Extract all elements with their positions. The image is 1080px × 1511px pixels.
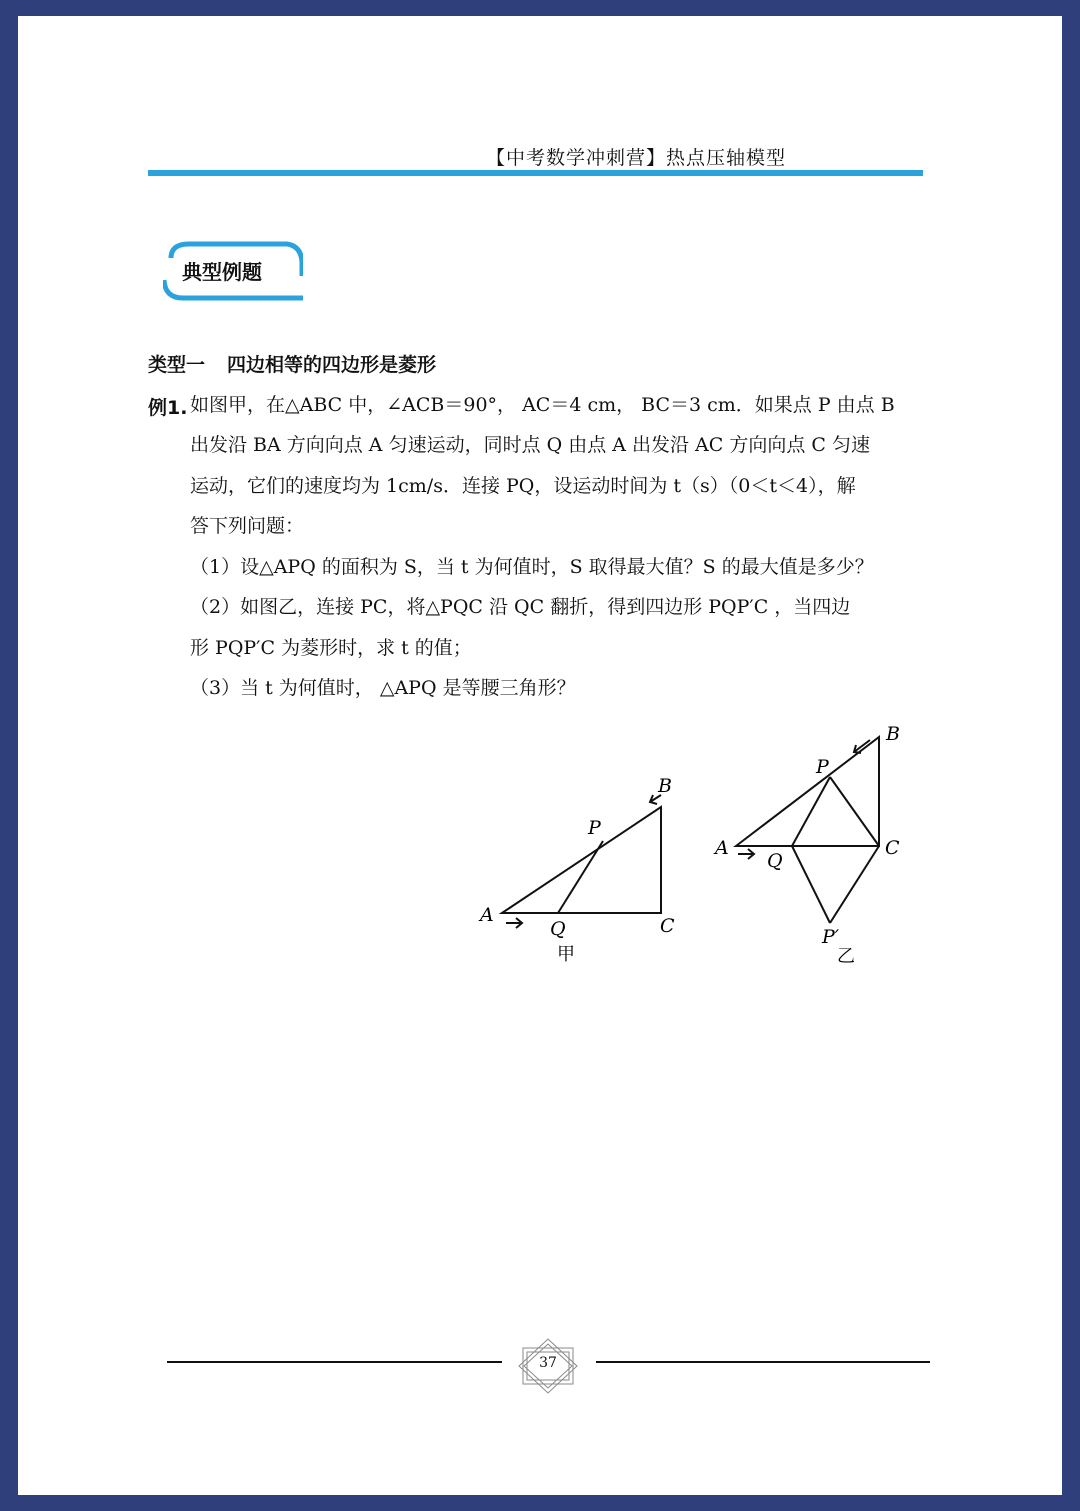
example-line-3: 运动，它们的速度均为 1cm/s．连接 PQ，设运动时间为 t（s）（0＜t＜4），解	[190, 475, 856, 497]
jia-label-a: A	[480, 904, 494, 926]
geometry-figures	[470, 720, 920, 980]
triangle-abc	[502, 807, 661, 913]
question-2: （2）如图乙，连接 PC，将△PQC 沿 QC 翻折，得到四边形 PQP′C ，当四边	[190, 596, 851, 618]
yi-caption: 乙	[837, 946, 855, 967]
footer-line-left	[167, 1361, 502, 1363]
yi-label-a: A	[715, 837, 729, 859]
section-title	[148, 350, 436, 377]
example-label: 例1.	[148, 397, 188, 419]
yi-label-b: B	[886, 723, 900, 745]
jia-label-b: B	[658, 775, 672, 797]
example-line-1: 如图甲，在△ABC 中，∠ACB＝90°， AC＝4 cm， BC＝3 cm．如果点 P 由点 B	[190, 394, 895, 416]
jia-label-q: Q	[550, 918, 566, 940]
figure-yi	[736, 737, 879, 923]
segment-pq-yi	[792, 777, 830, 846]
header-rule	[148, 170, 923, 176]
jia-label-c: C	[660, 915, 675, 937]
footer-line-right	[596, 1361, 930, 1363]
badge-label: 典型例题	[182, 260, 262, 284]
header-title: 【中考数学冲刺营】热点压轴模型	[486, 147, 787, 169]
example-line-4: 答下列问题：	[190, 515, 305, 537]
segment-pq	[558, 841, 603, 913]
section-label: 类型一	[148, 354, 206, 376]
yi-label-q: Q	[767, 850, 783, 872]
jia-caption: 甲	[557, 944, 575, 965]
question-3: （3）当 t 为何值时， △APQ 是等腰三角形？	[190, 677, 576, 699]
segment-pc-yi	[830, 777, 879, 846]
question-2-cont: 形 PQP′C 为菱形时，求 t 的值；	[190, 637, 472, 659]
jia-label-p: P	[588, 817, 601, 839]
question-1: （1）设△APQ 的面积为 S，当 t 为何值时，S 取得最大值？S 的最大值是多少？	[190, 556, 874, 578]
yi-label-p-prime: P′	[822, 926, 840, 948]
section-heading: 四边相等的四边形是菱形	[227, 354, 437, 376]
segment-qp-prime	[792, 846, 830, 923]
yi-label-p: P	[816, 756, 829, 778]
figure-jia	[502, 795, 661, 928]
example-line-2: 出发沿 BA 方向向点 A 匀速运动，同时点 Q 由点 A 出发沿 AC 方向向点 C 匀速	[190, 434, 870, 456]
page-number: 37	[539, 1355, 557, 1371]
yi-label-c: C	[885, 837, 900, 859]
segment-cp-prime	[830, 846, 879, 923]
arrow-a	[506, 918, 522, 928]
arrow-a-yi	[738, 849, 754, 859]
